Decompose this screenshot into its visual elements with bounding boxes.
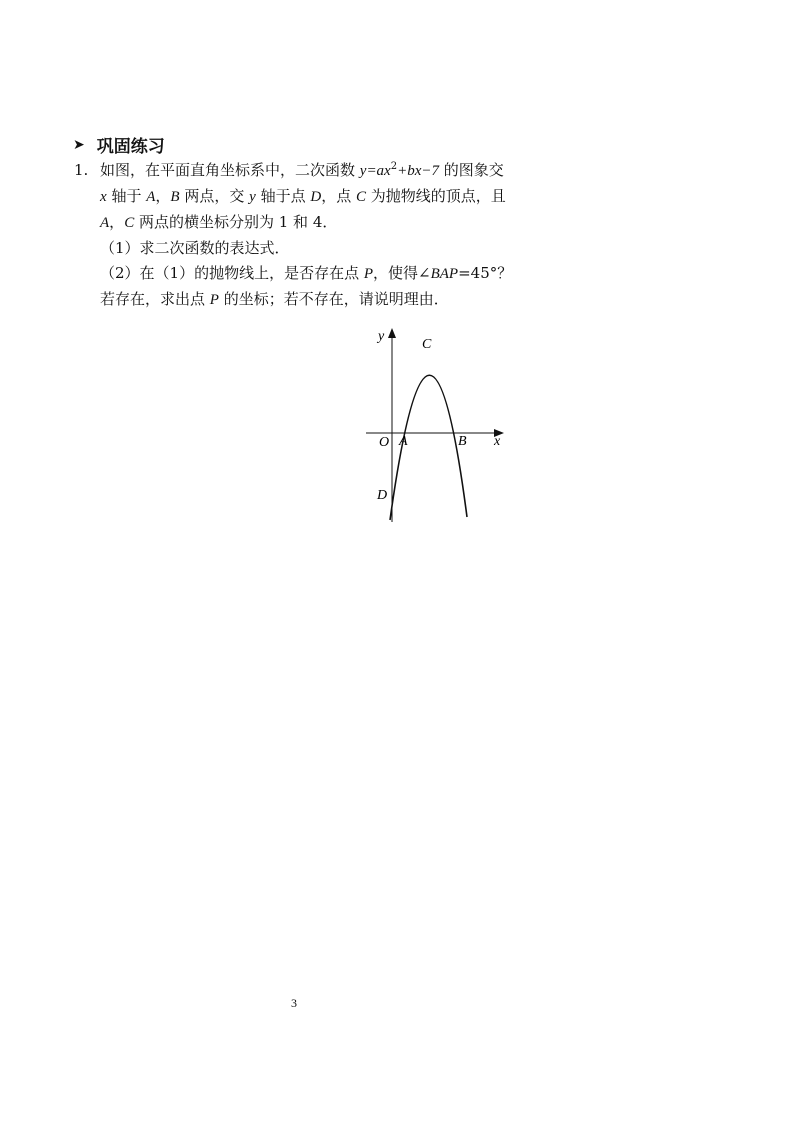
text: ，点 — [321, 187, 356, 205]
math: A — [146, 189, 156, 205]
parabola-figure — [360, 322, 510, 532]
section-heading — [73, 132, 165, 157]
math: P — [209, 292, 219, 308]
text: 为抛物线的顶点，且 — [365, 187, 506, 205]
problem-body — [100, 158, 534, 313]
question-1: （1）求二次函数的表达式． — [100, 239, 290, 257]
y-axis-arrow-icon — [388, 328, 396, 338]
question-2-continued — [74, 287, 534, 313]
math: D — [310, 189, 322, 205]
text: ，使得∠ — [373, 264, 431, 282]
section-title: 巩固练习 — [96, 137, 165, 157]
problem-number: 1. — [74, 161, 89, 179]
text: ， — [155, 187, 171, 205]
text: 如图，在平面直角坐标系中，二次函数 — [100, 161, 360, 179]
text: 若存在，求出点 — [100, 290, 210, 308]
text: 轴于点 — [255, 187, 311, 205]
math: y=ax — [359, 163, 391, 179]
arrow-bullet-icon: ➤ — [73, 136, 85, 153]
page-number: 3 — [291, 996, 297, 1010]
label-y: y — [378, 329, 385, 344]
label-C: C — [422, 337, 432, 352]
label-A: A — [399, 434, 408, 449]
problem-line-3 — [100, 210, 534, 236]
text: 轴于 — [106, 187, 147, 205]
label-D: D — [377, 488, 388, 503]
text: 两点，交 — [179, 187, 250, 205]
problem-line-1 — [100, 158, 534, 184]
math: BAP — [430, 266, 459, 282]
text: 的坐标；若不存在，请说明理由． — [218, 290, 449, 308]
problem-line-2 — [100, 184, 534, 210]
text: ， — [109, 213, 125, 231]
math: y — [249, 189, 256, 205]
label-x: x — [494, 434, 501, 449]
math: P — [363, 266, 374, 282]
question-2 — [100, 261, 534, 287]
math: +bx−7 — [397, 163, 439, 179]
math: C — [355, 189, 366, 205]
math: B — [170, 189, 180, 205]
label-O: O — [379, 435, 390, 450]
math-exponent: 2 — [390, 161, 398, 172]
problem-1 — [74, 158, 534, 313]
text: （2）在（1）的抛物线上，是否存在点 — [100, 264, 364, 282]
label-B: B — [458, 434, 467, 449]
text: =45°？ — [458, 264, 513, 282]
math: C — [124, 215, 135, 231]
text: 的图象交 — [439, 161, 504, 179]
math: x — [100, 189, 107, 205]
math: A — [100, 215, 110, 231]
text: 两点的横坐标分别为 1 和 4． — [134, 213, 338, 231]
